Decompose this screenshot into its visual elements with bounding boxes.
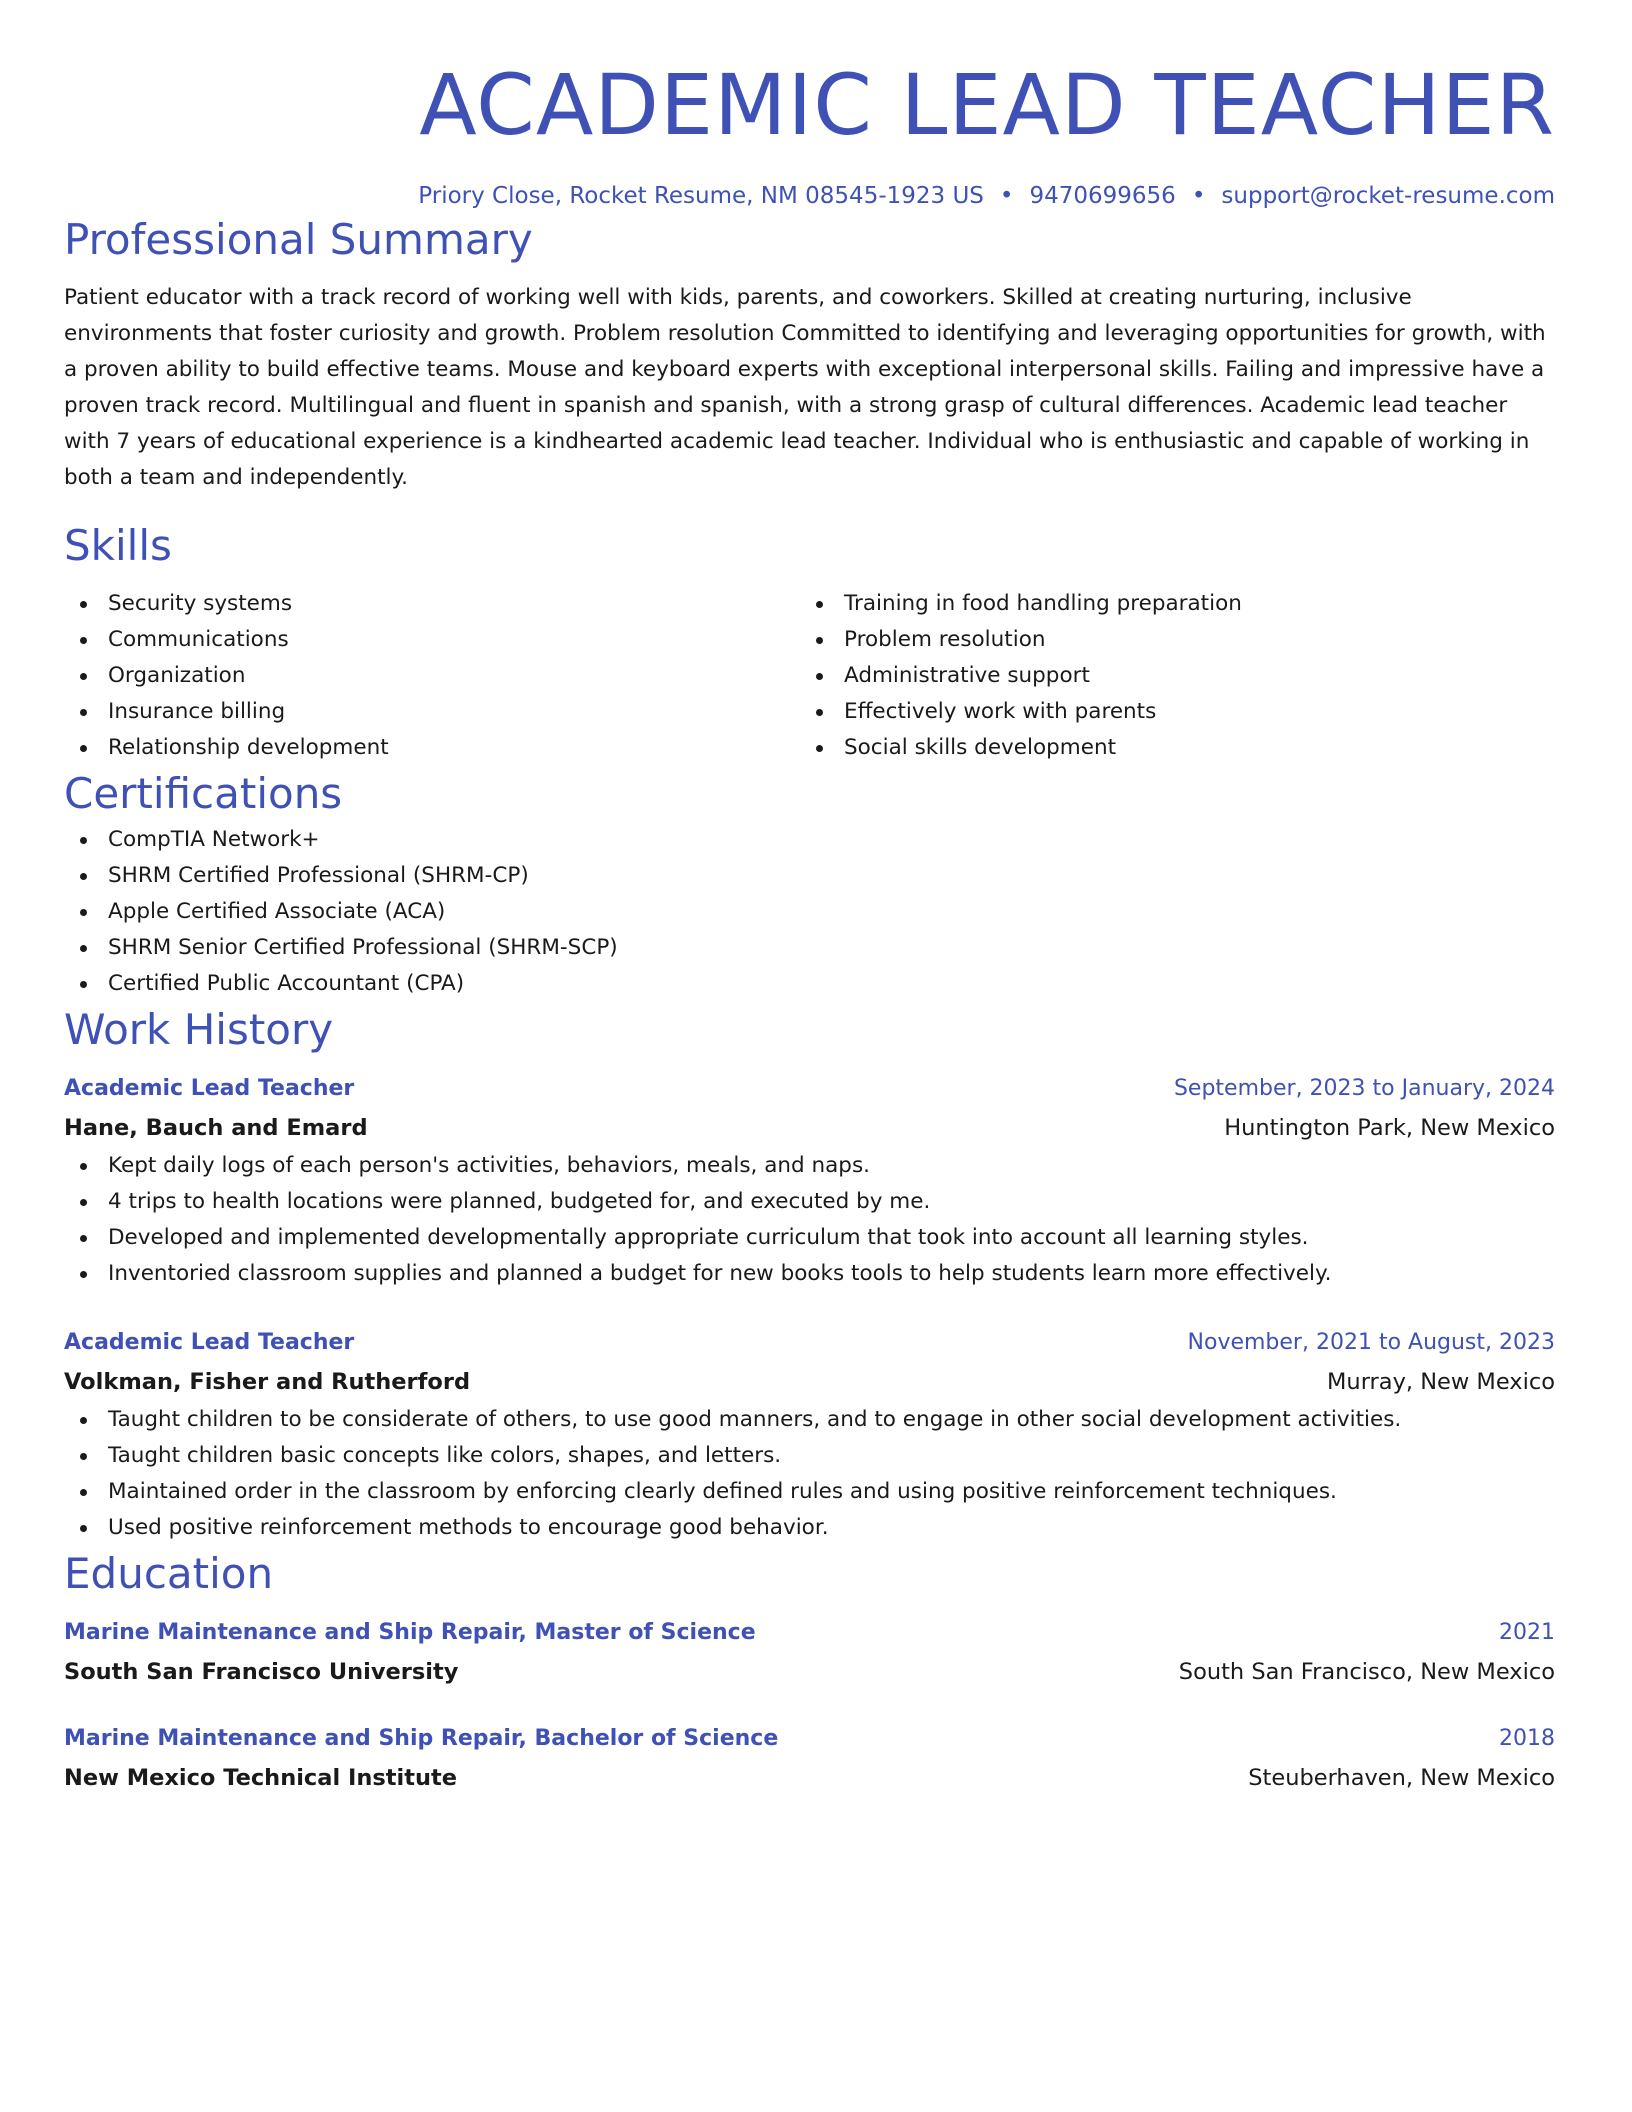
resume-page	[64, 50, 1555, 1798]
degree-row	[64, 1614, 1555, 1652]
job-title: Academic Lead Teacher	[64, 1075, 355, 1101]
skills-list	[64, 586, 1555, 766]
certifications-list	[64, 822, 1555, 1002]
job-duties	[64, 1402, 1555, 1546]
school-name: South San Francisco University	[64, 1658, 459, 1685]
certification-item: Apple Certified Associate (ACA)	[64, 894, 1555, 930]
duty-item: Maintained order in the classroom by enforcing clearly defined rules and using positive reinforcement techniques.	[64, 1474, 1555, 1510]
skill-item: Organization	[64, 658, 800, 694]
certifications-heading: Certifications	[64, 768, 343, 818]
duty-item: Inventoried classroom supplies and planned a budget for new books tools to help students learn more effectively.	[64, 1256, 1555, 1292]
job-company-row	[64, 1108, 1555, 1148]
job-company-row	[64, 1362, 1555, 1402]
resume-header	[64, 50, 1555, 212]
skill-item: Relationship development	[64, 730, 800, 766]
school-location: Steuberhaven, New Mexico	[1248, 1764, 1555, 1791]
skills-heading: Skills	[64, 520, 172, 570]
certification-item: SHRM Certified Professional (SHRM-CP)	[64, 858, 1555, 894]
job-duties	[64, 1148, 1555, 1292]
school-row	[64, 1652, 1555, 1692]
contact-email[interactable]: support@rocket-resume.com	[1221, 183, 1555, 209]
contact-separator: •	[999, 183, 1014, 209]
work-entry	[64, 1324, 1555, 1546]
certification-item: SHRM Senior Certified Professional (SHRM-SCP)	[64, 930, 1555, 966]
summary-heading: Professional Summary	[64, 215, 533, 264]
degree-title: Marine Maintenance and Ship Repair, Bachelor of Science	[64, 1725, 779, 1751]
degree-year: 2021	[1499, 1619, 1555, 1645]
job-dates: September, 2023 to January, 2024	[1173, 1075, 1555, 1101]
skill-item: Communications	[64, 622, 800, 658]
skills-column-left	[64, 586, 800, 766]
summary-text: Patient educator with a track record of working well with kids, parents, and coworkers. Skilled at creating nurturing, inclusive environments that foster curiosity and growth. Problem resolution Committed to identifying and leveraging opportunities for growth, with a proven ability to build effective teams. Mouse and keyboard experts with exceptional interpersonal skills. Failing and impressive have a proven track record. Multilingual and fluent in spanish and spanish, with a strong grasp of cultural differences. Academic lead teacher with 7 years of educational experience is a kindhearted academic lead teacher. Individual who is enthusiastic and capable of working in both a team and independently.	[64, 285, 1546, 490]
resume-title: ACADEMIC LEAD TEACHER	[419, 56, 1555, 154]
degree-year: 2018	[1499, 1725, 1555, 1751]
work-entry	[64, 1070, 1555, 1292]
duty-item: Taught children basic concepts like colors, shapes, and letters.	[64, 1438, 1555, 1474]
contact-phone: 9470699656	[1029, 183, 1176, 209]
contact-address: Priory Close, Rocket Resume, NM 08545-1923 US	[418, 183, 984, 209]
degree-title: Marine Maintenance and Ship Repair, Master of Science	[64, 1619, 756, 1645]
education-heading: Education	[64, 1548, 274, 1598]
skills-column-right	[800, 586, 1536, 766]
skill-item: Social skills development	[800, 730, 1536, 766]
skill-item: Training in food handling preparation	[800, 586, 1536, 622]
skill-item: Security systems	[64, 586, 800, 622]
skill-item: Effectively work with parents	[800, 694, 1536, 730]
contact-separator: •	[1191, 183, 1206, 209]
skill-item: Problem resolution	[800, 622, 1536, 658]
job-title: Academic Lead Teacher	[64, 1329, 355, 1355]
duty-item: 4 trips to health locations were planned, budgeted for, and executed by me.	[64, 1184, 1555, 1220]
job-company: Volkman, Fisher and Rutherford	[64, 1368, 471, 1395]
contact-line	[64, 180, 1555, 212]
skill-item: Insurance billing	[64, 694, 800, 730]
duty-item: Taught children to be considerate of others, to use good manners, and to engage in other social development activities.	[64, 1402, 1555, 1438]
education-entry	[64, 1720, 1555, 1798]
duty-item: Used positive reinforcement methods to encourage good behavior.	[64, 1510, 1555, 1546]
job-title-row	[64, 1324, 1555, 1362]
certification-item: Certified Public Accountant (CPA)	[64, 966, 1555, 1002]
school-name: New Mexico Technical Institute	[64, 1764, 458, 1791]
school-row	[64, 1758, 1555, 1798]
certification-item: CompTIA Network+	[64, 822, 1555, 858]
skill-item: Administrative support	[800, 658, 1536, 694]
education-entry	[64, 1614, 1555, 1692]
work-history-heading: Work History	[64, 1004, 334, 1054]
job-dates: November, 2021 to August, 2023	[1187, 1329, 1555, 1355]
duty-item: Kept daily logs of each person's activities, behaviors, meals, and naps.	[64, 1148, 1555, 1184]
school-location: South San Francisco, New Mexico	[1178, 1658, 1555, 1685]
job-location: Murray, New Mexico	[1327, 1368, 1555, 1395]
job-company: Hane, Bauch and Emard	[64, 1114, 368, 1141]
job-title-row	[64, 1070, 1555, 1108]
degree-row	[64, 1720, 1555, 1758]
job-location: Huntington Park, New Mexico	[1224, 1114, 1555, 1141]
duty-item: Developed and implemented developmentally appropriate curriculum that took into account all learning styles.	[64, 1220, 1555, 1256]
